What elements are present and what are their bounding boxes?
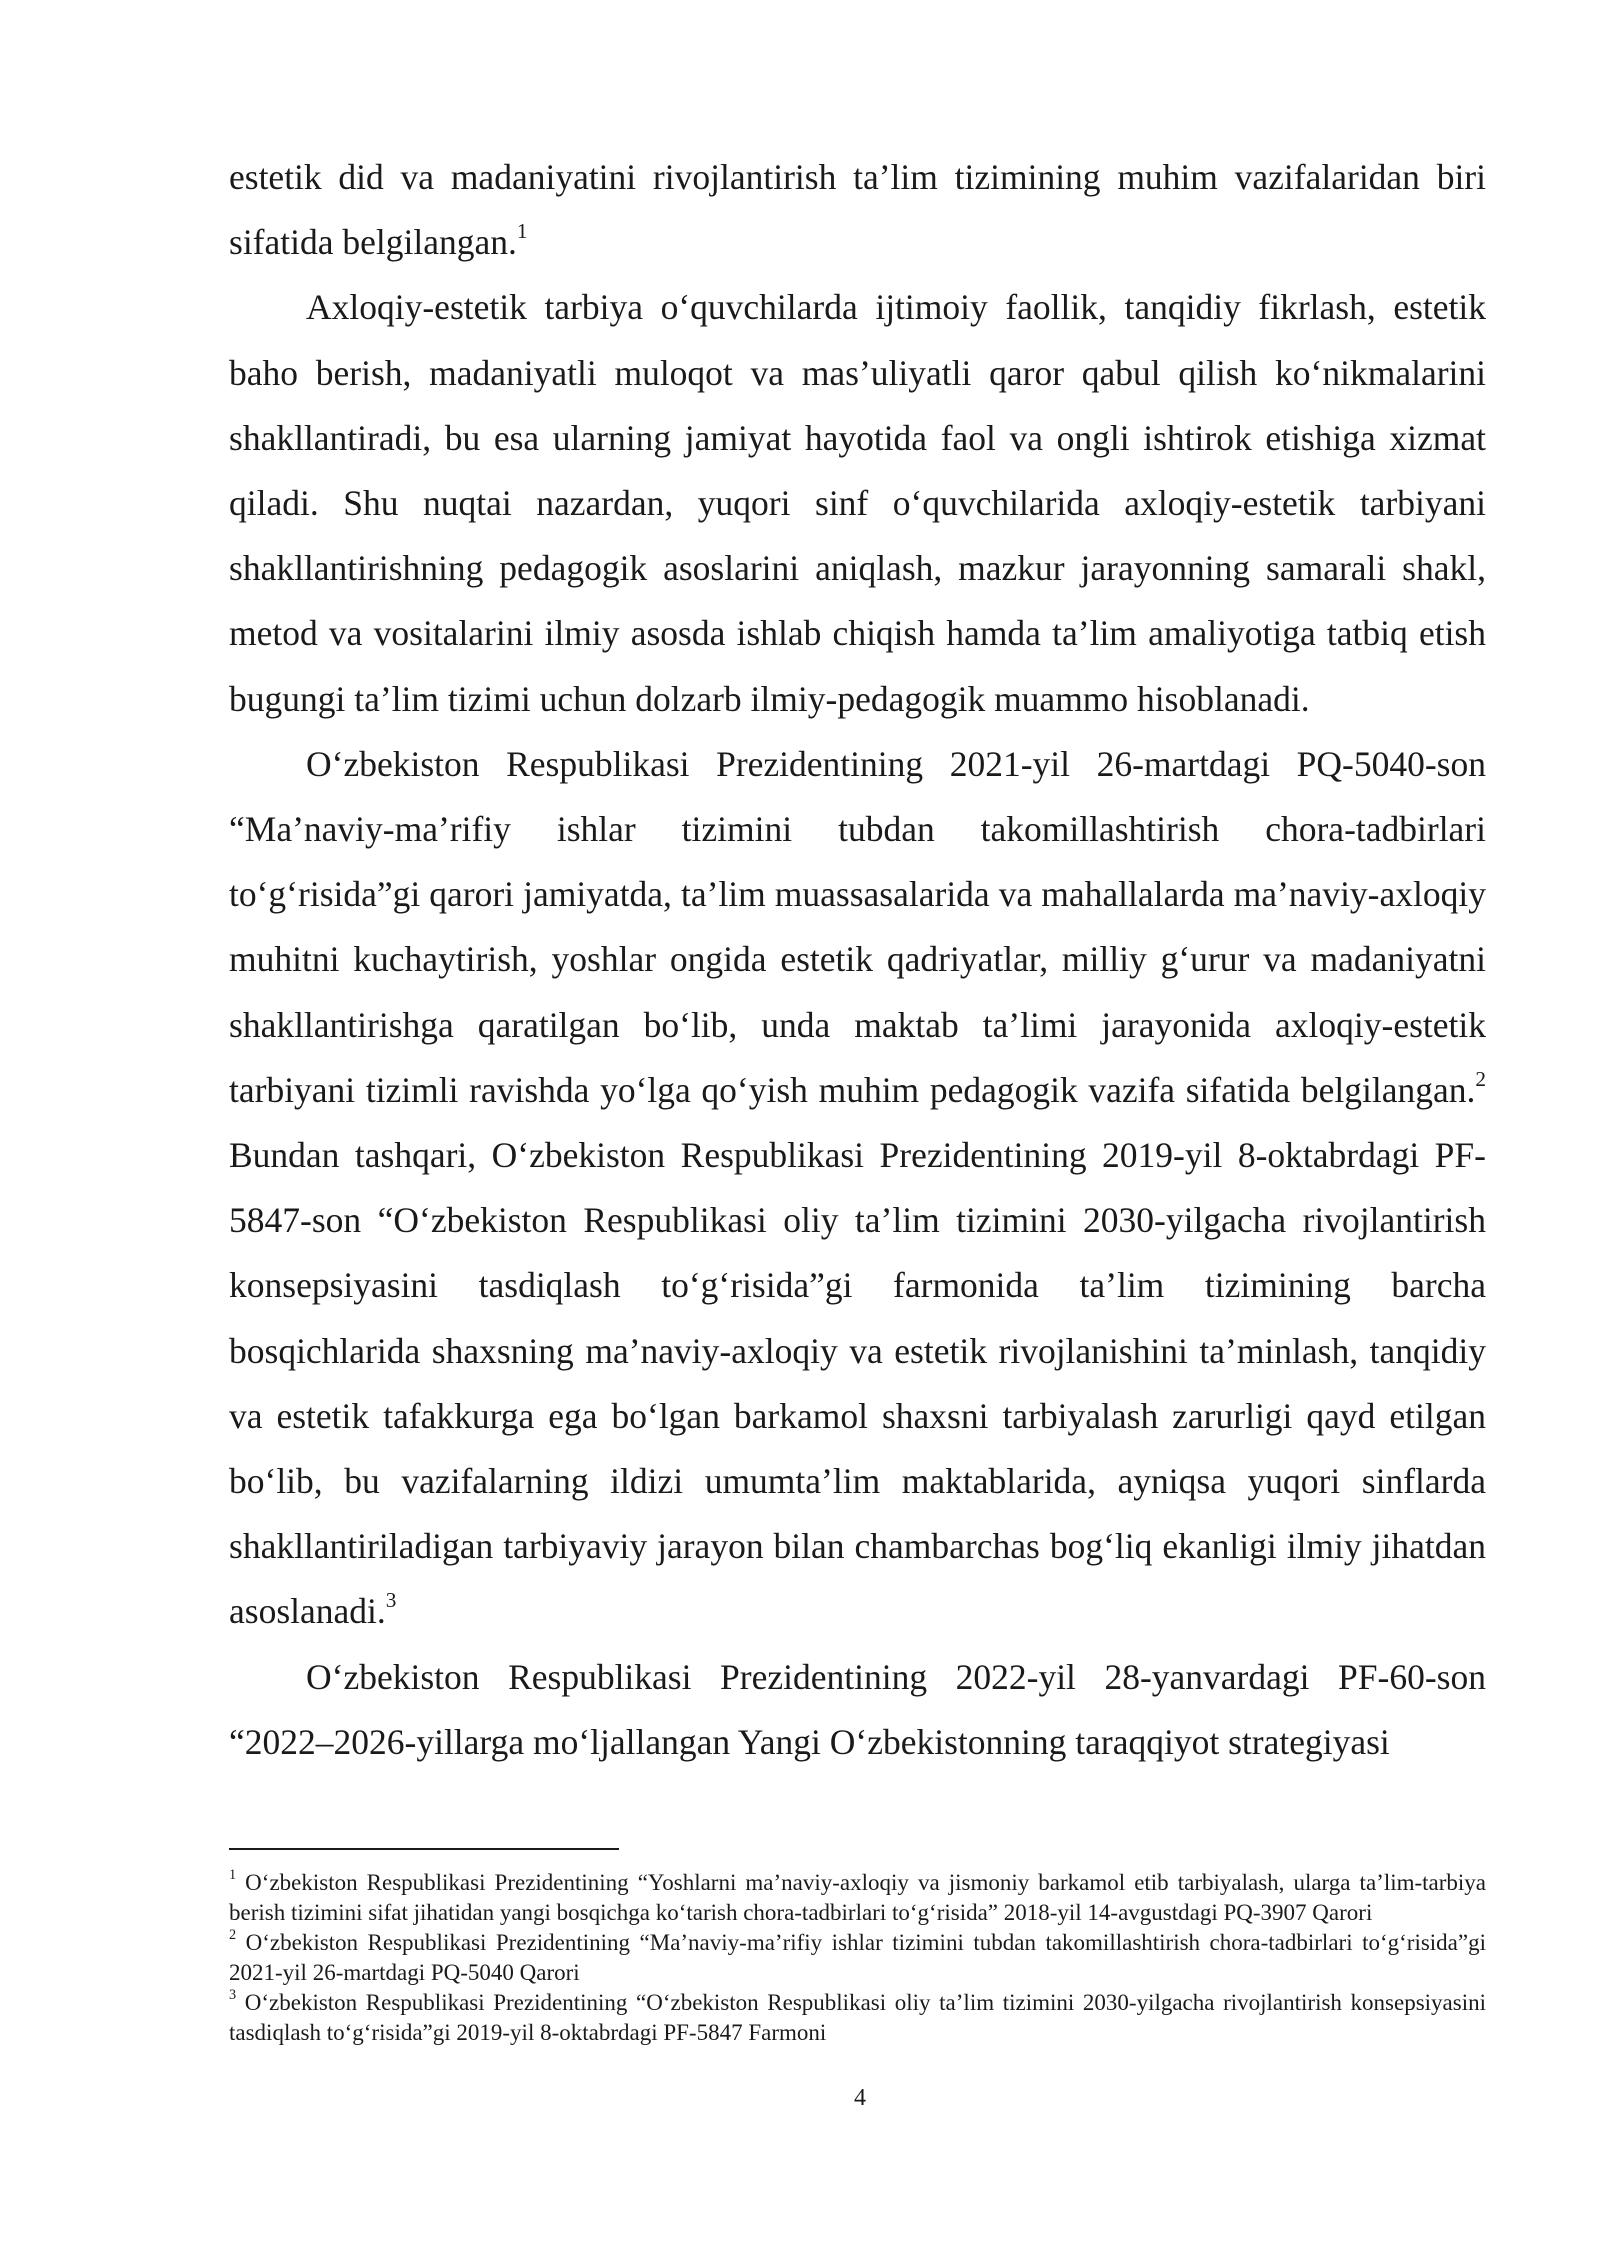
footnote-ref-3[interactable]: 3 — [385, 1588, 397, 1613]
footnote-3-text: O‘zbekiston Respublikasi Prezidentining “O‘zbekiston Respublikasi oliy ta’lim tizimini 2030-yilgacha rivojlantirish konsepsiyasini tasdiqlash to‘g‘risida”gi 2019-yil 8-oktabrdagi PF-5847 Farmoni — [229, 1990, 1486, 2045]
paragraph-3-text-part2: Bundan tashqari, O‘zbekiston Respublikasi Prezidentining 2019-yil 8-oktabrdagi PF-5847-son “O‘zbekiston Respublikasi oliy ta’lim tizimini 2030-yilgacha rivojlantirish konsepsiyasini tasdiqlash to‘g‘risida”gi farmonida ta’lim tizimining barcha bosqichlarida shaxsning ma’naviy-axloqiy va estetik rivojlanishini ta’minlash, tanqidiy va estetik tafakkurga ega bo‘lgan barkamol shaxsni tarbiyalash zarurligi qayd etilgan bo‘lib, bu vazifalarning ildizi umumta’lim maktablarida, ayniqsa yuqori sinflarda shakllantiriladigan tarbiyaviy jarayon bilan chambarchas bog‘liq ekanligi ilmiy jihatdan asoslanadi. — [229, 1135, 1486, 1632]
footnote-mark-1: 1 — [229, 1866, 237, 1883]
footnote-mark-2: 2 — [229, 1926, 237, 1943]
footnote-ref-1[interactable]: 1 — [516, 219, 528, 244]
footnote-2-text: O‘zbekiston Respublikasi Prezidentining “Ma’naviy-ma’rifiy ishlar tizimini tubdan takomillashtirish chora-tadbirlari to‘g‘risida”gi 2021-yil 26-martdagi PQ-5040 Qarori — [229, 1930, 1486, 1985]
footnotes — [229, 1868, 1486, 2048]
paragraph-3-text-part1: O‘zbekiston Respublikasi Prezidentining 2021-yil 26-martdagi PQ-5040-son “Ma’naviy-ma’rifiy ishlar tizimini tubdan takomillashtirish chora-tadbirlari to‘g‘risida”gi qarori jamiyatda, ta’lim muassasalarida va mahallalarda ma’naviy-axloqiy muhitni kuchaytirish, yoshlar ongida estetik qadriyatlar, milliy g‘urur va madaniyatni shakllantirishga qaratilgan bo‘lib, unda maktab ta’limi jarayonida axloqiy-estetik tarbiyani tizimli ravishda yo‘lga qo‘yish muhim pedagogik vazifa sifatida belgilangan. — [229, 743, 1486, 1110]
page-number: 4 — [854, 2085, 866, 2111]
paragraph-2 — [229, 275, 1486, 731]
footnote-separator — [229, 1848, 619, 1850]
paragraph-1 — [229, 145, 1486, 275]
footnote-2 — [229, 1928, 1486, 1988]
paragraph-2-text: Axloqiy-estetik tarbiya o‘quvchilarda ijtimoiy faollik, tanqidiy fikrlash, estetik baho berish, madaniyatli muloqot va mas’uliyatli qaror qabul qilish ko‘nikmalarini shakllantiradi, bu esa ularning jamiyat hayotida faol va ongli ishtirok etishiga xizmat qiladi. Shu nuqtai nazardan, yuqori sinf o‘quvchilarida axloqiy-estetik tarbiyani shakllantirishning pedagogik asoslarini aniqlash, mazkur jarayonning samarali shakl, metod va vositalarini ilmiy asosda ishlab chiqish hamda ta’lim amaliyotiga tatbiq etish bugungi ta’lim tizimi uchun dolzarb ilmiy-pedagogik muammo hisoblanadi. — [229, 287, 1486, 719]
paragraph-4-text: O‘zbekiston Respublikasi Prezidentining 2022-yil 28-yanvardagi PF-60-son “2022–2026-yillarga mo‘ljallangan Yangi O‘zbekistonning taraqqiyot strategiyasi — [229, 1656, 1486, 1762]
footnote-ref-2[interactable]: 2 — [1475, 1066, 1486, 1091]
footnote-1 — [229, 1868, 1486, 1928]
body-text — [229, 145, 1486, 1775]
paragraph-3 — [229, 732, 1486, 1645]
paragraph-4 — [229, 1645, 1486, 1775]
paragraph-1-text: estetik did va madaniyatini rivojlantirish ta’lim tizimining muhim vazifalaridan biri sifatida belgilangan. — [229, 157, 1486, 263]
footnote-mark-3: 3 — [229, 1986, 237, 2003]
footnote-3 — [229, 1988, 1486, 2048]
footnote-1-text: O‘zbekiston Respublikasi Prezidentining “Yoshlarni ma’naviy-axloqiy va jismoniy barkamol etib tarbiyalash, ularga ta’lim-tarbiya berish tizimini sifat jihatidan yangi bosqichga ko‘tarish chora-tadbirlari to‘g‘risida” 2018-yil 14-avgustdagi PQ-3907 Qarori — [229, 1870, 1486, 1925]
